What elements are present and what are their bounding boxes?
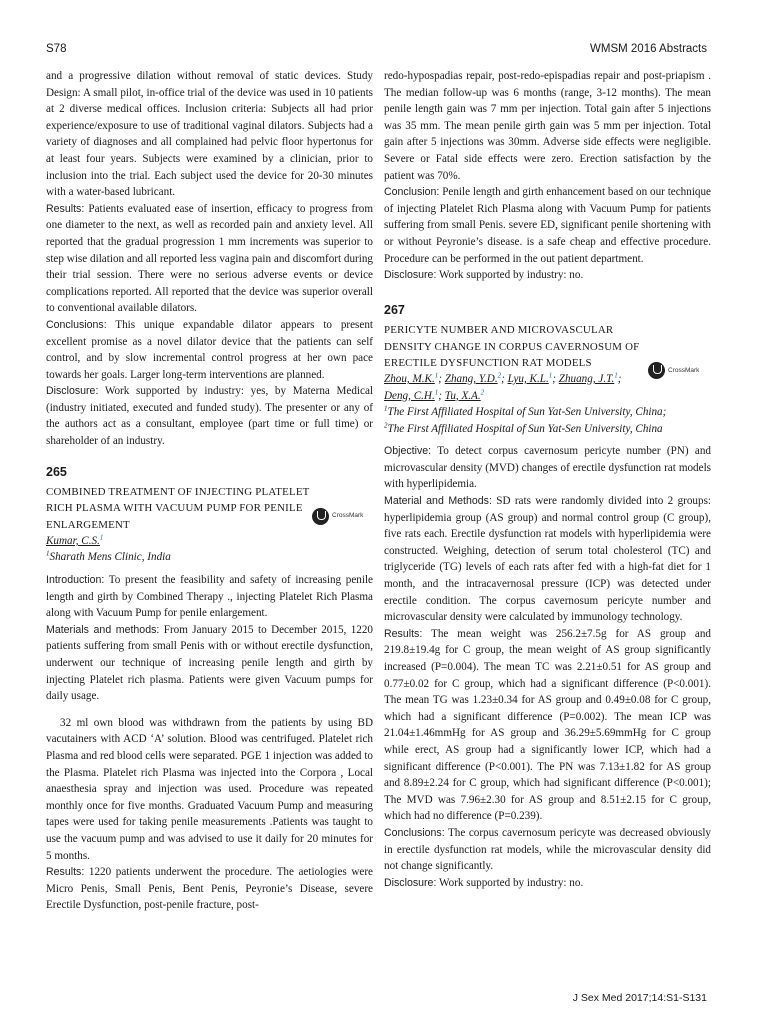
affiliation	[46, 549, 373, 566]
results-paragraph-267	[384, 626, 711, 825]
methods-label: Materials and methods:	[46, 623, 160, 636]
affiliation	[384, 421, 711, 438]
author-name: Lyu, K.L.	[507, 372, 549, 385]
disclosure-paragraph-right	[384, 267, 711, 284]
conclusions-paragraph-267	[384, 825, 711, 875]
author-separator: ;	[617, 372, 622, 385]
abstract-title-267: PERICYTE NUMBER AND MICROVASCULAR DENSITY CHANGE IN CORPUS CAVERNOSUM OF ERECTILE DYSFUNCTION RAT MODELS	[384, 324, 640, 369]
results-text-267: The mean weight was 256.2±7.5g for AS group and 219.8±19.4g for C group, the mean weight of AS group significantly increased (P=0.004). The mean TC was 2.21±0.51 for AS group and 0.77±0.02 for C group, which had a significant difference (P<0.001). The mean TG was 1.23±0.34 for AS group and 0.49±0.08 for C group, which had a significant difference (P=0.002). The mean ICP was 21.04±1.46mmHg for AS group and 36.29±5.69mmHg for C group while erect, AS group had a significantly lower ICP, which had a significant difference (P<0.001). The PN was 7.13±1.82 for AS group and 8.89±2.24 for C group, which had significant difference (P<0.001); The MVD was 7.96±2.30 for AS group and 8.51±2.15 for C group, which had no difference (P=0.239).	[384, 627, 711, 823]
journal-section-header: WMSM 2016 Abstracts	[590, 43, 707, 55]
results-text-265: 1220 patients underwent the procedure. The aetiologies were Micro Penis, Small Penis, Bent Penis, Peyronie’s Disease, severe Erectile Dysfunction, post-penile fracture, post-	[46, 866, 373, 912]
author-affiliation-ref[interactable]: 1	[614, 371, 618, 380]
affiliation	[384, 404, 711, 421]
methods-paragraph-267	[384, 493, 711, 626]
affiliation-text: The First Affiliated Hospital of Sun Yat-Sen University, China;	[387, 406, 667, 419]
disclosure-text-right: Work supported by industry: no.	[439, 269, 584, 282]
author-name: Tu, X.A.	[444, 389, 481, 402]
page-number: S78	[46, 43, 67, 55]
objective-label: Objective:	[384, 445, 432, 458]
disclosure-text: Work supported by industry: yes, by Materna Medical (industry initiated, executed and funded study). The presenter or any of the authors act as a consultant, employee (part time or full time) or shareholder of an industry.	[46, 385, 373, 448]
results-paragraph-265	[46, 864, 373, 914]
abstract-265	[46, 464, 373, 914]
crossmark-icon	[648, 362, 665, 379]
affiliation-sup: 1	[384, 404, 388, 413]
crossmark-badge-267[interactable]	[648, 362, 699, 379]
crossmark-label-267: CrossMark	[668, 366, 700, 374]
author-separator: ;	[552, 372, 559, 385]
affiliation-list-267	[384, 404, 711, 437]
author-list	[46, 533, 373, 550]
disclosure-text-267: Work supported by industry: no.	[439, 876, 584, 889]
author-name: Deng, C.H.	[384, 389, 435, 402]
methods-text: From January 2015 to December 2015, 1220 patients suffering from small Penis with or without erectile dysfunction, underwent our technique of increasing penile length and girth by injecting Platelet rich plasma. Patients were given Vacuum pumps for daily usage.	[46, 623, 373, 703]
introduction-text: To present the feasibility and safety of increasing penile length and girth by Combined Therapy ., injecting Platelet Rich Plasma along with Vacuum Pump for penile enlargement.	[46, 574, 373, 620]
journal-citation: J Sex Med 2017;14:S1-S131	[572, 992, 707, 1004]
abstract-title: COMBINED TREATMENT OF INJECTING PLATELET RICH PLASMA WITH VACUUM PUMP FOR PENILE ENLARGEMENT	[46, 486, 310, 531]
affiliation-text: Sharath Mens Clinic, India	[49, 551, 171, 564]
results-label-267: Results:	[384, 627, 423, 640]
conclusions-text: This unique expandable dilator appears to present excellent promise as a novel dilator device that the patients can self control, and by slow incremental control progress at her own pace towards her goals. Larger long-term interventions are planned.	[46, 318, 373, 381]
author-affiliation-ref[interactable]: 1	[434, 387, 439, 396]
abstract-number-267: 267	[384, 302, 405, 317]
left-column	[46, 68, 373, 914]
introduction-paragraph	[46, 572, 373, 622]
author-separator: ;	[501, 372, 508, 385]
introduction-label: Introduction:	[46, 574, 105, 587]
objective-paragraph	[384, 443, 711, 493]
affiliation-sup: 2	[384, 420, 388, 429]
conclusion-label: Conclusion:	[384, 186, 440, 199]
disclosure-paragraph	[46, 383, 373, 449]
author-name: Zhou, M.K.	[384, 372, 435, 385]
author-affiliation-ref[interactable]: 1	[548, 371, 553, 380]
disclosure-label: Disclosure:	[46, 385, 99, 398]
conclusion-paragraph	[384, 184, 711, 267]
author-separator: ;	[438, 389, 445, 402]
conclusions-label-267: Conclusions:	[384, 826, 445, 839]
results-label: Results:	[46, 202, 85, 215]
objective-text: To detect corpus cavernosum pericyte number (PN) and microvascular density (MVD) changes of erectile dysfunction rat models with hyperlipidemia.	[384, 445, 711, 491]
results-label-265: Results:	[46, 866, 85, 879]
affiliation-sup: 1	[46, 549, 50, 558]
conclusion-text: Penile length and girth enhancement based on our technique of injecting Platelet Rich Plasma along with Vacuum Pump for patients suffering from small Penis. severe ED, significant penile shortening with or without Peyronie’s disease. is a safe cheap and effective procedure. Procedure can be performed in the out patient department.	[384, 186, 711, 265]
conclusions-label: Conclusions:	[46, 318, 107, 331]
right-column	[384, 68, 711, 891]
abstract-267	[384, 302, 711, 892]
crossmark-badge[interactable]	[312, 508, 363, 525]
conclusions-paragraph	[46, 317, 373, 383]
conclusions-text-267: The corpus cavernosum pericyte was decreased obviously in erectile dysfunction rat models, while the microvascular density did not change significantly.	[384, 826, 711, 873]
disclosure-label-right: Disclosure:	[384, 269, 437, 282]
author-affiliation-ref[interactable]: 2	[480, 387, 485, 396]
author-separator: ;	[438, 372, 445, 385]
results-paragraph	[46, 201, 373, 317]
methods-text-267: SD rats were randomly divided into 2 groups: hyperlipidemia group (AS group) and normal control group (C group), five rats each. Erectile dysfunction rat models with hyperlipidemia were constructed. Weighing, detection of serum total cholesterol (TC) and triglyceride (TG) levels of each rats after fed with a high-fat diet for 1 month, and the intracavernosal pressure (ICP) was detected under erectile condition. The corpus cavernosum pericyte number and microvascular density were calculated by immunology technology.	[384, 495, 711, 624]
results-text: Patients evaluated ease of insertion, efficacy to progress from one diameter to the next, as well as recorded pain and anxiety level. All reported that the gradual progression 1 mm increments was superior to step wise dilation and all reported less vagina pain and discomfort during their trial session. There were no serious adverse events or device complications reported. All reported that the device was superior overall to conventional available dilators.	[46, 202, 373, 315]
crossmark-label: CrossMark	[332, 512, 364, 520]
author-affiliation-ref[interactable]: 1	[99, 533, 104, 542]
crossmark-icon	[312, 508, 329, 525]
methods-paragraph	[46, 622, 373, 705]
methods-label-267: Material and Methods:	[384, 495, 492, 508]
continuation-paragraph-right: redo-hypospadias repair, post-redo-epispadias repair and post-priapism . The median follow-up was 6 months (range, 3-12 months). The mean penile length gain was 7 mm per injection. Total gain after 5 injections was 35 mm. The mean penile girth gain was 5 mm per injection. Total gain after 5 injections was 30mm. Adverse side effects were negligible. Severe or Fatal side effects were zero. Erection satisfaction by the patient was 70%.	[384, 70, 711, 182]
author-affiliation-ref[interactable]: 2	[497, 371, 502, 380]
methods-paragraph-2: 32 ml own blood was withdrawn from the patients by using BD vacutainers with ACD ‘A’ solution. Blood was centrifuged. Platelet rich Plasma and red blood cells were separated. PGE 1 injection was added to the Plasma. Platelet rich Plasma was injected into the Corpora , Local anaesthesia spray and injection was used. Procedure was repeated monthly once for five months. Graduated Vacuum Pump and measuring tapes were used for taking penile measurements .Patients was taught to use the vacuum pump and was advised to use it daily for 20 minutes for 5 months.	[46, 716, 373, 862]
disclosure-label-267: Disclosure:	[384, 876, 437, 889]
author-name: Zhuang, J.T.	[558, 372, 615, 385]
author-name: Kumar, C.S.	[46, 534, 100, 547]
affiliation-text: The First Affiliated Hospital of Sun Yat-Sen University, China	[387, 422, 663, 435]
disclosure-paragraph-267	[384, 875, 711, 892]
author-name: Zhang, Y.D.	[444, 372, 498, 385]
abstract-number: 265	[46, 464, 67, 479]
author-affiliation-ref[interactable]: 1	[434, 371, 439, 380]
continuation-paragraph: and a progressive dilation without removal of static devices. Study Design: A small pilot, in-office trial of the device was used in 10 patients at 2 diverse medical offices. Inclusion criteria: Subjects all had prior experience/exposure to use of traditional vaginal dilators. Subjects had a variety of diagnoses and all complained had pelvic floor hypertonus for at least four years. Subjects were examined by a clinician, prior to inclusion into the trial. Each subject used the device for 20-30 minutes with a water-based lubricant.	[46, 70, 373, 199]
